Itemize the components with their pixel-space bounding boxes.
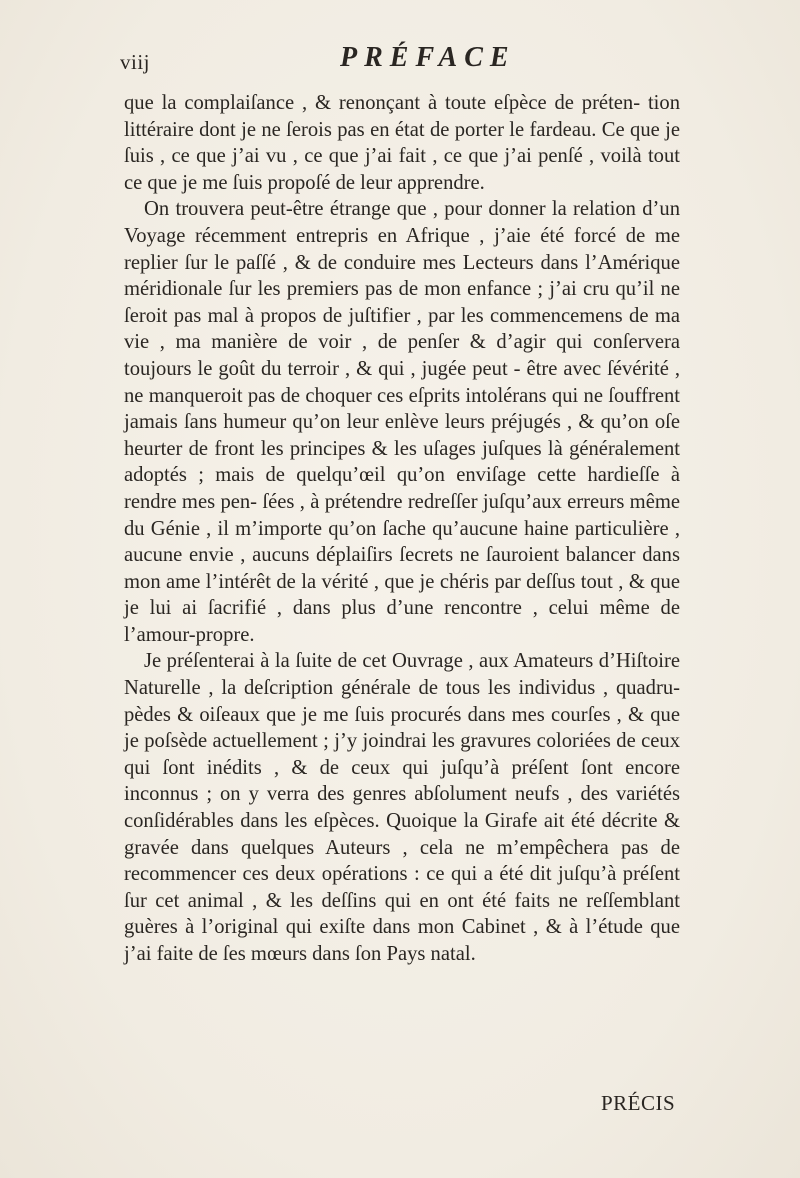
running-title: PRÉFACE: [340, 42, 516, 73]
body-text: [124, 90, 680, 968]
page-number: viij: [120, 50, 151, 74]
paragraph-continued: que la complaiſance , & renonçant à toute eſpèce de préten- tion littéraire dont je ne ſerois pas en état de porter le fardeau. Ce que je ſuis , ce que j’ai vu , ce que j’ai fait , ce que j’ai penſé , voilà tout ce que je me ſuis propoſé de leur apprendre.: [124, 92, 680, 194]
catchword: PRÉCIS: [601, 1091, 676, 1115]
running-head: [120, 42, 680, 82]
paragraph-voyage: On trouvera peut-être étrange que , pour donner la relation d’un Voyage récemment entrepris en Afrique , j’aie été forcé de me replier ſur le paſſé , & de conduire mes Lecteurs dans l’Amérique méridionale ſur les premiers pas de mon enfance ; j’ai cru qu’il ne ſeroit pas mal à propos de juſtifier , par les commencemens de ma vie , ma manière de voir , de penſer & d’agir qui conſervera toujours le goût du terroir , & qui , jugée peut - être avec ſévérité , ne manqueroit pas de choquer ces eſprits intolérans qui ne ſouffrent jamais ſans humeur qu’on leur enlève leurs préjugés , & qu’on oſe heurter de front les principes & les uſages juſques là généralement adoptés ; mais de quelqu’œil qu’on enviſage cette hardieſſe à rendre mes pen- ſées , à prétendre redreſſer juſqu’aux erreurs même du Génie , il m’importe qu’on ſache qu’aucune haine particulière , aucune envie , aucuns déplaiſirs ſecrets ne ſauroient balancer dans mon ame l’intérêt de la vérité , que je chéris par deſſus tout , & que je lui ai ſacrifié , dans plus d’une rencontre , celui même de l’amour-propre.: [124, 198, 680, 646]
paragraph-natural-history: Je préſenterai à la ſuite de cet Ouvrage , aux Amateurs d’Hiſtoire Naturelle , la deſcription générale de tous les individus , quadru- pèdes & oiſeaux que je me ſuis procurés dans mes courſes , & que je poſsède actuellement ; j’y joindrai les gravures coloriées de ceux qui ſont inédits , & de ceux qui juſqu’à préſent ſont encore inconnus ; on y verra des genres abſolument neufs , des variétés conſidérables dans les eſpèces. Quoique la Girafe ait été décrite & gravée dans quelques Auteurs , cela ne m’empêchera pas de recommencer ces deux opérations : ce qui a été dit juſqu’à préſent ſur cet animal , & les deſſins qui en ont été faits ne reſſemblant guères à l’original qui exiſte dans mon Cabinet , & à l’étude que j’ai faite de ſes mœurs dans ſon Pays natal.: [124, 650, 680, 965]
